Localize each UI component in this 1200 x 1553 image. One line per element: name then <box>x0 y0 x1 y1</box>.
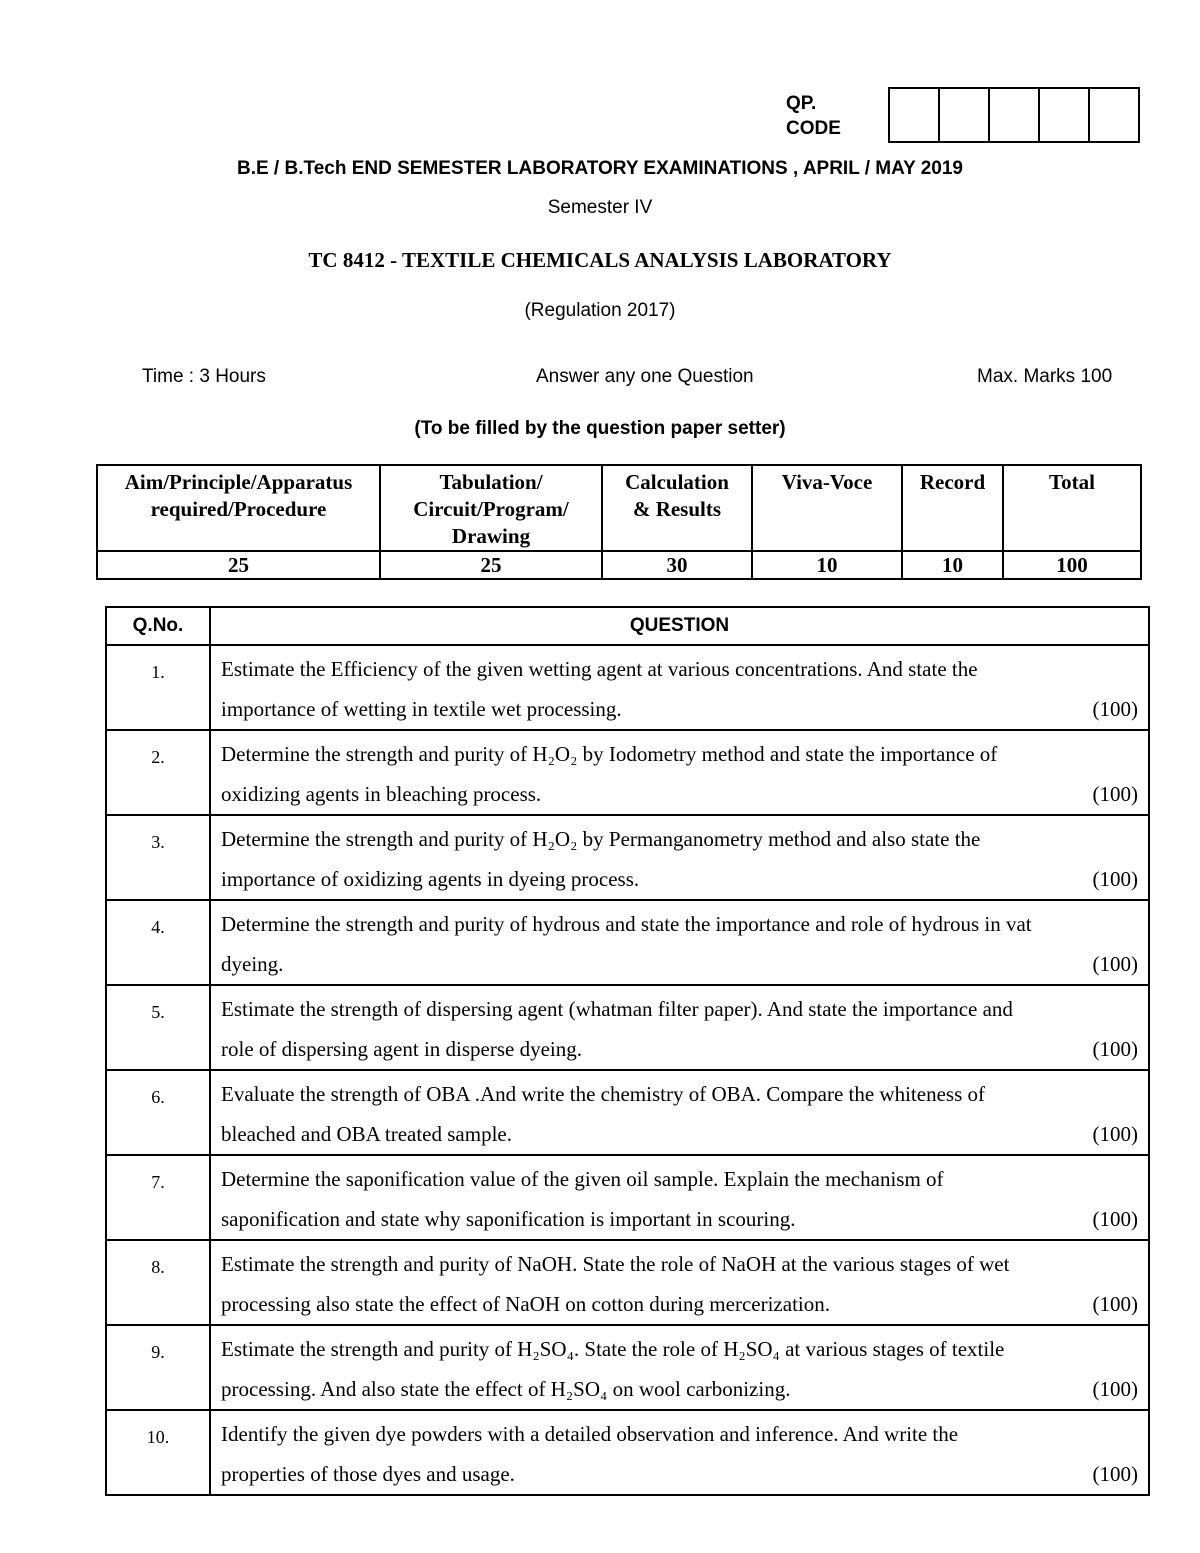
question-number: 1. <box>106 645 210 730</box>
marks-value-cell: 100 <box>1003 551 1141 579</box>
question-number: 9. <box>106 1325 210 1410</box>
question-marks: (100) <box>1092 952 1138 976</box>
question-line-1: Estimate the strength and purity of H₂SO₄. State the role of H₂SO₄ at various stages of textile <box>221 1337 1005 1361</box>
question-text <box>210 815 1149 900</box>
question-text <box>210 1240 1149 1325</box>
question-line-1: Estimate the strength and purity of NaOH. State the role of NaOH at the various stages of wet <box>221 1252 1010 1276</box>
question-header: QUESTION <box>210 607 1149 645</box>
question-row <box>106 730 1149 815</box>
question-marks: (100) <box>1092 1462 1138 1486</box>
question-row <box>106 645 1149 730</box>
question-marks: (100) <box>1092 697 1138 721</box>
question-line-1: Determine the saponification value of the given oil sample. Explain the mechanism of <box>221 1167 944 1191</box>
question-line-2 <box>221 859 1138 899</box>
marks-header-line: Drawing <box>451 524 531 548</box>
question-row <box>106 900 1149 985</box>
marks-header-line: Record <box>919 470 986 494</box>
exam-instruction: Answer any one Question <box>536 366 754 387</box>
question-line-2 <box>221 1454 1138 1494</box>
marks-value-cell: 10 <box>902 551 1003 579</box>
question-line-2 <box>221 1114 1138 1154</box>
question-number: 6. <box>106 1070 210 1155</box>
question-line-2 <box>221 1199 1138 1239</box>
question-number: 3. <box>106 815 210 900</box>
question-row <box>106 1240 1149 1325</box>
qp-code-box <box>940 89 990 141</box>
question-number: 8. <box>106 1240 210 1325</box>
course-title: TC 8412 - TEXTILE CHEMICALS ANALYSIS LABORATORY <box>308 248 892 272</box>
marks-table <box>96 464 1142 580</box>
marks-value-cell: 30 <box>602 551 752 579</box>
question-number: 5. <box>106 985 210 1070</box>
question-line-2 <box>221 1369 1138 1409</box>
question-line-2-text: processing. And also state the effect of H₂SO₄ on wool carbonizing. <box>221 1377 791 1401</box>
question-marks: (100) <box>1092 782 1138 806</box>
questions-table <box>105 606 1150 1496</box>
marks-value-cell: 10 <box>752 551 902 579</box>
question-text <box>210 730 1149 815</box>
questions-table-body <box>106 645 1149 1495</box>
question-text <box>210 645 1149 730</box>
marks-header-cell <box>752 465 902 551</box>
qp-code-boxes <box>888 87 1140 143</box>
question-line-1: Estimate the strength of dispersing agent (whatman filter paper). And state the importance and <box>221 997 1013 1021</box>
question-line-2-text: importance of oxidizing agents in dyeing process. <box>221 867 640 891</box>
marks-header-cell <box>97 465 380 551</box>
question-text <box>210 1070 1149 1155</box>
question-marks: (100) <box>1092 867 1138 891</box>
question-text <box>210 985 1149 1070</box>
marks-header-line: Viva-Voce <box>781 470 873 494</box>
question-line-2 <box>221 689 1138 729</box>
marks-header-line: Aim/Principle/Apparatus <box>124 470 353 494</box>
exam-title: B.E / B.Tech END SEMESTER LABORATORY EXAMINATIONS , APRIL / MAY 2019 <box>236 158 963 179</box>
question-marks: (100) <box>1092 1207 1138 1231</box>
question-row <box>106 815 1149 900</box>
question-line-2 <box>221 774 1138 814</box>
max-marks: Max. Marks 100 <box>977 366 1113 387</box>
marks-header-cell <box>602 465 752 551</box>
marks-table-values-row <box>97 551 1141 579</box>
marks-header-cell <box>902 465 1003 551</box>
qp-code-label-line2: CODE <box>786 118 841 139</box>
question-number: 10. <box>106 1410 210 1495</box>
question-line-1: Determine the strength and purity of hydrous and state the importance and role of hydrous in vat <box>221 912 1032 936</box>
marks-table-header-row <box>97 465 1141 551</box>
question-row <box>106 1155 1149 1240</box>
marks-header-cell <box>380 465 602 551</box>
question-line-1: Determine the strength and purity of H₂O₂ by Permanganometry method and also state the <box>221 827 981 851</box>
qp-code-box <box>1090 89 1138 141</box>
question-line-2-text: importance of wetting in textile wet processing. <box>221 697 622 721</box>
question-row <box>106 1070 1149 1155</box>
qp-code-box <box>990 89 1040 141</box>
question-line-2-text: saponification and state why saponification is important in scouring. <box>221 1207 796 1231</box>
setter-note: (To be filled by the question paper setter) <box>414 418 786 439</box>
question-line-2-text: bleached and OBA treated sample. <box>221 1122 512 1146</box>
question-line-1: Estimate the Efficiency of the given wetting agent at various concentrations. And state the <box>221 657 978 681</box>
question-marks: (100) <box>1092 1122 1138 1146</box>
qp-code-label-line1: QP. <box>786 93 817 114</box>
question-row <box>106 1325 1149 1410</box>
question-number: 2. <box>106 730 210 815</box>
question-text <box>210 1325 1149 1410</box>
marks-header-line: & Results <box>632 497 722 521</box>
regulation: (Regulation 2017) <box>524 300 676 321</box>
marks-header-line: Total <box>1049 470 1095 494</box>
question-text <box>210 1410 1149 1495</box>
exam-time: Time : 3 Hours <box>142 366 266 387</box>
question-line-1: Identify the given dye powders with a detailed observation and inference. And write the <box>221 1422 959 1446</box>
question-marks: (100) <box>1092 1377 1138 1401</box>
question-line-2-text: role of dispersing agent in disperse dyeing. <box>221 1037 582 1061</box>
qp-code-box <box>890 89 940 141</box>
question-line-1: Determine the strength and purity of H₂O₂ by Iodometry method and state the importance of <box>221 742 998 766</box>
qp-code-box <box>1040 89 1090 141</box>
question-marks: (100) <box>1092 1292 1138 1316</box>
marks-header-line: Calculation <box>625 470 729 494</box>
questions-table-header-row <box>106 607 1149 645</box>
question-line-2 <box>221 944 1138 984</box>
marks-header-line: required/Procedure <box>150 497 327 521</box>
marks-header-line: Circuit/Program/ <box>413 497 569 521</box>
qp-code-label <box>786 91 841 141</box>
qno-header: Q.No. <box>106 607 210 645</box>
question-line-2 <box>221 1284 1138 1324</box>
marks-value-cell: 25 <box>97 551 380 579</box>
question-number: 4. <box>106 900 210 985</box>
question-line-2-text: processing also state the effect of NaOH on cotton during mercerization. <box>221 1292 830 1316</box>
question-line-2 <box>221 1029 1138 1069</box>
marks-header-line: Tabulation/ <box>439 470 543 494</box>
question-text <box>210 1155 1149 1240</box>
question-row <box>106 1410 1149 1495</box>
question-marks: (100) <box>1092 1037 1138 1061</box>
marks-value-cell: 25 <box>380 551 602 579</box>
question-line-2-text: properties of those dyes and usage. <box>221 1462 515 1486</box>
semester: Semester IV <box>547 197 653 218</box>
question-row <box>106 985 1149 1070</box>
question-line-1: Evaluate the strength of OBA .And write the chemistry of OBA. Compare the whiteness of <box>221 1082 985 1106</box>
question-line-2-text: oxidizing agents in bleaching process. <box>221 782 542 806</box>
marks-header-cell <box>1003 465 1141 551</box>
question-line-2-text: dyeing. <box>221 952 284 976</box>
question-text <box>210 900 1149 985</box>
question-number: 7. <box>106 1155 210 1240</box>
